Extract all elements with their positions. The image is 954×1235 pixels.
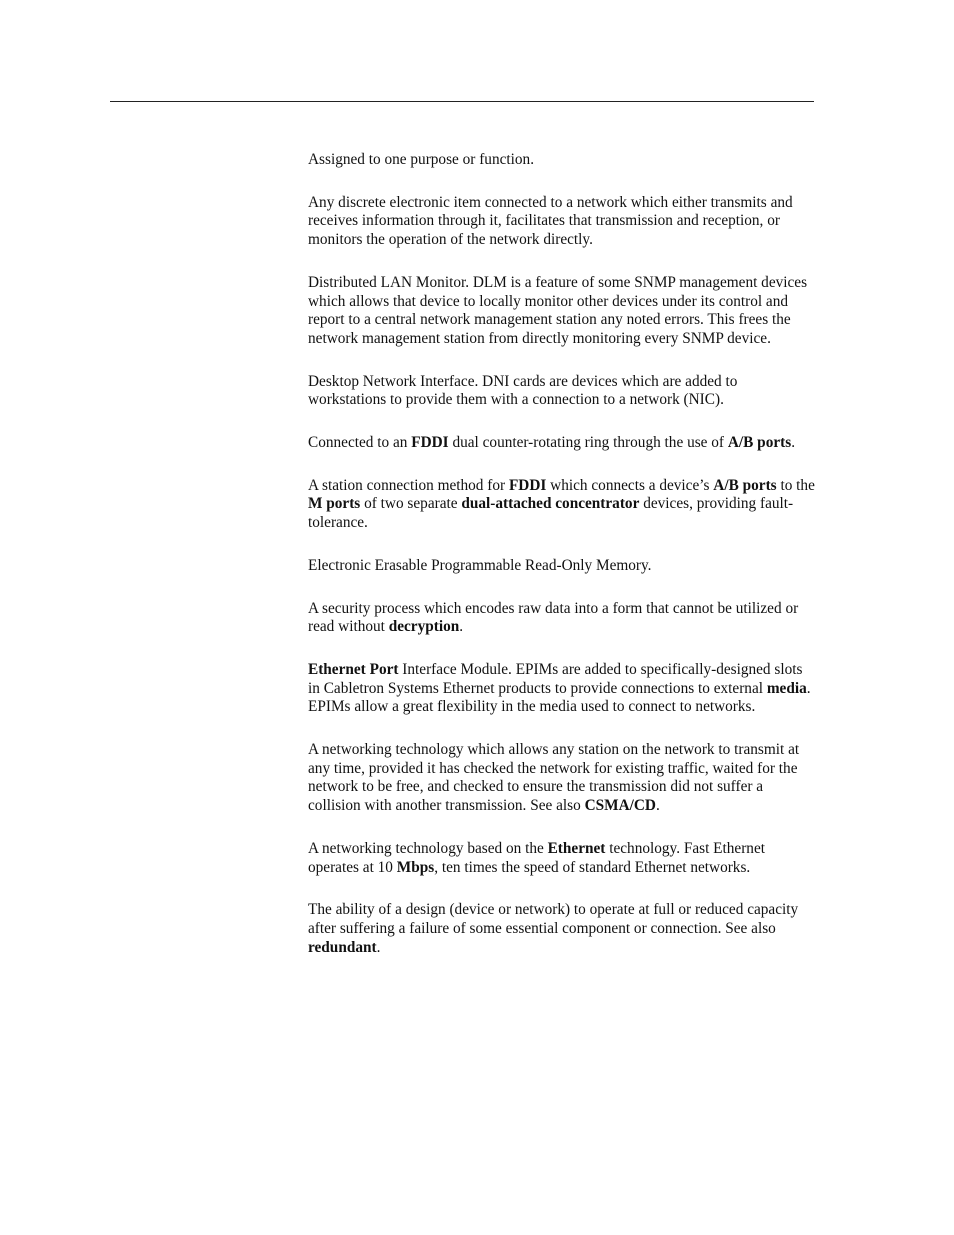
definition-encryption [308,600,818,637]
definition-eeprom [308,557,818,576]
definition-text: Distributed LAN Monitor. DLM is a feature of some SNMP management devices which allows that device to locally monitor other devices under its control and report to a central network management station any noted errors. This frees the network management station from directly monitoring every SNMP device. [308,273,808,347]
definition-text: Electronic Erasable Programmable Read-Only Memory. [308,556,652,574]
bold-term: decryption [388,618,460,636]
bold-term: CSMA/CD [584,797,656,815]
bold-term: Ethernet [547,839,606,857]
bold-term: dual-attached concentrator [461,495,640,513]
bold-term: A/B ports [727,434,792,452]
definition-dedicated [308,151,818,170]
definition-text: Interface Module. EPIMs are added to specifically-designed slots in Cabletron Systems Ethernet products to provide connections to external [308,660,803,697]
definition-text: dual counter-rotating ring through the use of [448,434,728,452]
definition-text: . [655,797,660,815]
definition-text: devices, providing fault-tolerance. [308,495,794,532]
definition-text: A networking technology based on the [308,839,548,857]
definition-text: . [376,938,381,956]
bold-term: media [766,679,807,697]
definition-dual-attached [308,434,818,453]
definition-dlm [308,274,818,349]
definition-text: to the [776,476,815,494]
definition-device [308,194,818,250]
bold-term: A/B ports [713,476,777,494]
bold-term: Mbps [396,858,435,876]
definition-text: A networking technology which allows any station on the network to transmit at any time, provided it has checked the network for existing traffic, waited for the network to be free, and checked to ensure the transmission did not suffer a collision with another transmission. See also [308,741,800,815]
definition-text: Connected to an [308,434,412,452]
glossary-definitions [308,151,818,981]
definition-text: which connects a device’s [546,476,714,494]
bold-term: Ethernet Port [308,660,399,678]
definition-epim [308,661,818,717]
definition-dni [308,373,818,410]
definition-text: , ten times the speed of standard Ethernet networks. [434,858,751,876]
definition-text: . [459,618,464,636]
definition-text: . [791,434,796,452]
definition-text: . EPIMs allow a great flexibility in the media used to connect to networks. [308,679,811,716]
definition-text: A security process which encodes raw data into a form that cannot be utilized or read without [308,599,799,636]
definition-text: Any discrete electronic item connected to a network which either transmits and receives information through it, facilitates that transmission and reception, or monitors the operation of the network directly. [308,193,793,249]
bold-term: M ports [308,495,361,513]
definition-ethernet [308,741,818,816]
bold-term: FDDI [411,434,449,452]
definition-text: of two separate [360,495,462,513]
definition-fast-ethernet [308,840,818,877]
definition-dual-homing [308,477,818,533]
definition-text: Assigned to one purpose or function. [308,151,535,168]
definition-text: A station connection method for [308,476,509,494]
definition-fault-tolerance [308,901,818,957]
bold-term: redundant [308,938,377,956]
bold-term: FDDI [508,476,547,494]
definition-text: technology. Fast Ethernet operates at 10 [308,839,765,876]
header-rule [110,101,814,102]
definition-text: The ability of a design (device or network) to operate at full or reduced capacity after suffering a failure of some essential component or connection. See also [308,901,799,937]
definition-text: Desktop Network Interface. DNI cards are devices which are added to workstations to provide them with a connection to a network (NIC). [308,372,738,409]
